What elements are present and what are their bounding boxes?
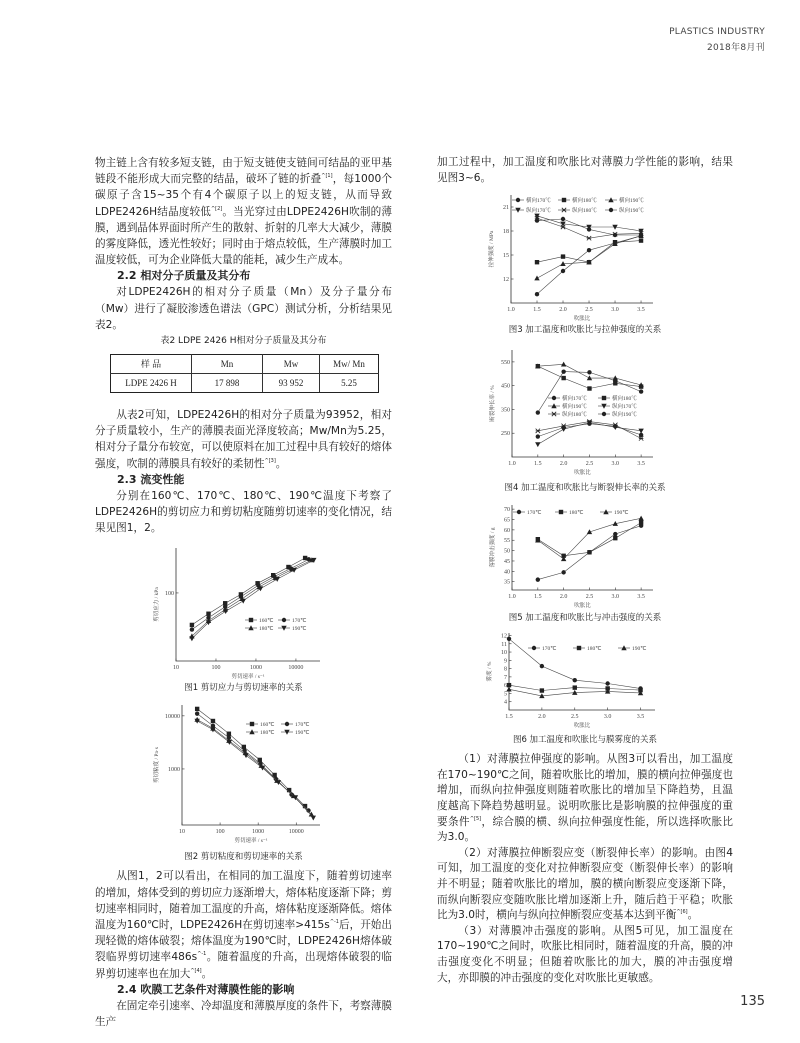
data-point [536, 411, 540, 415]
data-point [536, 429, 540, 433]
data-point [195, 712, 199, 716]
y-tick-label: 100 [165, 591, 174, 598]
left-column [95, 155, 392, 1030]
x-tick-label: 2.0 [559, 307, 567, 314]
legend-label: 190℃ [292, 626, 307, 633]
x-axis-label: 剪切速率 / s⁻¹ [234, 838, 268, 845]
text-segment: ，每1000个碳原子含15~35个有4个碳原子以上的短支链，从而导致LDPE2426H结晶度较低 [95, 173, 392, 218]
legend-label: 170℃ [292, 618, 307, 625]
legend-label: 170℃ [527, 510, 542, 517]
y-tick-label: 1000 [168, 767, 180, 774]
text-segment: （1）对薄膜拉伸强度的影响。从图3可以看出，加工温度在170~190℃之间，随着吹胀比的增加，膜的横向拉伸强度也增加，而纵向拉伸强度则随着吹胀比的增加呈下降趋势，且温度越高下降趋势越明显。说明吹胀比是影响膜的拉伸强度的重要条件 [437, 753, 733, 828]
x-tick-label: 1.5 [505, 714, 513, 721]
x-tick-label: 3.0 [611, 594, 620, 601]
legend-label: 纵向180℃ [562, 412, 587, 419]
legend-label: 160℃ [260, 722, 275, 729]
reference-superscript: ^[5] [469, 815, 482, 822]
legend-label: 纵向170℃ [612, 404, 637, 411]
legend-marker [562, 198, 566, 202]
table-header: Mn [192, 355, 263, 374]
legend-marker [562, 208, 566, 212]
legend-marker [602, 412, 606, 416]
y-axis-label: 剪切粘度 / Pa·s [154, 747, 160, 784]
x-axis-label: 吹胀比 [573, 723, 591, 730]
data-point [540, 689, 544, 693]
x-tick-label: 1.5 [534, 594, 542, 601]
text-segment: 在固定牵引速率、冷却温度和薄膜厚度的条件下，考察薄膜生产 [95, 999, 392, 1029]
y-tick-label: 250 [501, 431, 510, 438]
table-header: 样 品 [111, 355, 192, 374]
series-line [537, 236, 641, 278]
data-point [639, 521, 643, 525]
text-segment: 。 [275, 457, 287, 470]
legend-marker [552, 396, 556, 400]
figure-4-chart [480, 348, 680, 478]
legend-label: 横向190℃ [562, 404, 587, 411]
axes [509, 633, 655, 710]
figure-1-caption: 图1 剪切应力与剪切速率的关系 [184, 683, 303, 694]
legend-marker [249, 618, 253, 622]
data-point [639, 239, 643, 243]
data-point [587, 387, 591, 391]
x-tick-label: 3.5 [637, 594, 645, 601]
legend-label: 180℃ [569, 510, 584, 517]
text-segment: 从表2可知，LDPE2426H的相对分子质量为93952，相对分子质量较小，生产的薄膜表面光泽度较高；Mw/Mn为5.25，相对分子量分布较宽，可以使原料在加工过程中具有较好的熔体强度，吹制的薄膜具有较好的柔韧性 [95, 409, 392, 470]
text-segment: 加工过程中，加工温度和吹胀比对薄膜力学性能的影响，结果见图3~6。 [437, 156, 733, 184]
legend-label: 横向190℃ [619, 198, 644, 205]
x-tick-label: 3.0 [611, 461, 620, 468]
section-heading-2-4: 2.4 吹膜工艺条件对薄膜性能的影响 [117, 982, 295, 996]
data-point [587, 248, 591, 252]
x-tick-label: 3.0 [611, 307, 619, 314]
figure-5-chart [480, 500, 680, 610]
x-tick-label: 3.5 [637, 307, 645, 314]
journal-name: PLASTICS INDUSTRY [669, 27, 765, 37]
paragraph [95, 868, 392, 981]
y-tick-label: 35 [504, 579, 510, 586]
y-axis-label: 剪切应力 / kPa [154, 587, 160, 623]
data-point [540, 664, 544, 668]
data-point [534, 276, 539, 281]
x-tick-label: 1.0 [508, 461, 516, 468]
figure-6-chart [480, 628, 680, 733]
table-cell: 93 952 [263, 374, 320, 393]
x-tick-label: 100 [211, 665, 221, 672]
legend-label: 纵向190℃ [612, 412, 637, 419]
text-segment: 分别在160℃、170℃、180℃、190℃温度下考察了LDPE2426H的剪切应力和剪切粘度随剪切速率的变化情况，结果见图1，2。 [95, 489, 392, 535]
x-tick-label: 10 [179, 829, 185, 836]
y-axis-label: 断裂伸长率 / % [490, 385, 496, 422]
data-point [639, 390, 643, 394]
x-tick-label: 1.5 [534, 461, 542, 468]
legend-label: 横向180℃ [572, 198, 597, 205]
figure-2-chart [150, 700, 340, 845]
y-tick-label: 65 [504, 517, 510, 524]
data-point [561, 426, 565, 430]
data-point [535, 260, 539, 264]
x-tick-label: 3.5 [636, 714, 645, 721]
reference-superscript: ^-1 [329, 919, 339, 926]
figure-3-caption: 图3 加工温度和吹胀比与拉伸强度的关系 [508, 325, 662, 336]
paragraph [437, 155, 733, 186]
legend-label: 190℃ [295, 730, 310, 737]
table-cell: 5.25 [320, 374, 379, 393]
section-heading-2-2: 2.2 相对分子质量及其分布 [117, 269, 251, 283]
x-tick-label: 1.5 [533, 307, 541, 314]
legend-label: 横向170℃ [526, 198, 551, 205]
paragraph [437, 924, 733, 986]
data-point [227, 732, 231, 736]
figure-3 [437, 188, 733, 323]
text-segment: 。随着温度的升高，出现熔体破裂的临界剪切速率也在加大 [95, 951, 393, 980]
series-line [537, 236, 641, 294]
figure-4-caption: 图4 加工温度和吹胀比与断裂伸长率的关系 [504, 483, 666, 494]
x-tick-label: 10000 [288, 665, 304, 672]
legend-marker [250, 722, 254, 726]
legend-marker [282, 618, 286, 622]
paragraph [95, 284, 392, 333]
y-tick-label: 18 [503, 229, 509, 236]
figure-5 [437, 500, 733, 610]
x-tick-label: 1000 [249, 665, 262, 672]
data-point [189, 637, 194, 642]
data-point [587, 370, 591, 374]
x-tick-label: 2.0 [559, 594, 568, 601]
data-point [561, 269, 565, 273]
data-point [561, 255, 565, 259]
text-segment: 。 [201, 967, 213, 980]
data-point [613, 381, 617, 385]
data-point [561, 217, 565, 221]
y-tick-label: 12 [501, 633, 507, 640]
data-point [190, 623, 194, 627]
data-point [190, 628, 194, 632]
paragraph [437, 752, 733, 846]
text-segment: 。当光穿过由LDPE2426H吹制的薄膜，遇到晶体界面时所产生的散射、折射的几率大大减少，薄膜的雾度降低，透光性较好；同时由于熔点较低，生产薄膜时加工温度较低，可为企业降低大量的能耗，减少生产成本。 [95, 205, 392, 267]
data-point [573, 678, 577, 682]
paragraph [95, 407, 392, 472]
data-point [206, 612, 210, 616]
figure-1-chart [150, 540, 340, 680]
data-point [243, 754, 248, 759]
x-tick-label: 2.5 [585, 307, 593, 314]
text-segment: （3）对薄膜冲击强度的影响。从图5可见，加工温度在170~190℃之间时，吹胀比相同时，随着温度的升高，膜的冲击强度变化不明显；但随着吹胀比的加大，膜的冲击强度增大，亦即膜的冲击强度的变化对吹胀比更敏感。 [437, 924, 733, 984]
legend-label: 190℃ [614, 510, 629, 517]
data-point [587, 227, 591, 231]
text-segment: 对LDPE2426H的相对分子质量（Mn）及分子量分布（Mw）进行了凝胶渗透色谱法（GPC）测试分析，分析结果见表2。 [95, 286, 392, 331]
legend-label: 180℃ [260, 730, 275, 737]
data-point [241, 599, 246, 604]
x-tick-label: 10000 [288, 829, 304, 836]
section-heading-2-3: 2.3 流变性能 [117, 472, 185, 486]
x-axis-label: 吹胀比 [574, 603, 591, 610]
y-tick-label: 40 [504, 569, 510, 576]
legend-label: 190℃ [632, 646, 647, 653]
x-tick-label: 2.0 [538, 714, 546, 721]
table-cell: 17 898 [192, 374, 263, 393]
data-point [535, 442, 540, 447]
data-point [613, 424, 617, 428]
data-point [573, 686, 577, 690]
data-point [536, 435, 540, 439]
x-tick-label: 3.0 [603, 714, 612, 721]
data-point [613, 532, 617, 536]
table-header-row [111, 355, 379, 374]
y-tick-label: 15 [503, 253, 509, 260]
x-tick-label: 3.5 [637, 461, 645, 468]
text-segment: 。 [687, 909, 699, 922]
figure-5-caption: 图5 加工温度和吹胀比与冲击强度的关系 [508, 613, 662, 624]
y-tick-label: 11 [501, 641, 507, 648]
x-tick-label: 1.0 [507, 307, 515, 314]
series-line [538, 364, 641, 385]
legend-label: 纵向190℃ [619, 208, 644, 215]
page-number: 135 [740, 994, 765, 1009]
figure-1 [95, 540, 392, 680]
y-tick-label: 550 [501, 360, 510, 367]
legend-marker [516, 198, 520, 202]
legend-marker [285, 722, 289, 726]
figure-6-caption: 图6 加工温度和吹胀比与膜雾度的关系 [512, 735, 658, 746]
legend-label: 170℃ [295, 722, 310, 729]
legend-marker [532, 646, 536, 650]
x-axis-label: 吹胀比 [573, 316, 591, 323]
y-tick-label: 7 [504, 675, 507, 682]
text-segment: 物主链上含有较多短支链，由于短支链使支链间可结晶的亚甲基链段不能形成大而完整的结晶，破坏了链的折叠 [95, 157, 392, 186]
figure-2 [95, 700, 392, 845]
y-tick-label: 45 [504, 559, 510, 566]
legend-marker [552, 412, 556, 416]
reference-superscript: ^[2] [210, 205, 223, 212]
data-point [587, 550, 591, 554]
y-tick-label: 8 [504, 666, 507, 673]
y-tick-label: 21 [503, 205, 509, 212]
text-segment: （2）对薄膜拉伸断裂应变（断裂伸长率）的影响。由图4可知，加工温度的变化对拉伸断裂应变（断裂伸长率）的影响并不明显；随着吹胀比的增加，膜的横向断裂应变逐渐下降，而纵向断裂应变随吹胀比增加逐渐上升，随后趋于平稳；吹胀比为3.0时，横向与纵向拉伸断裂应变基本达到平衡 [437, 846, 733, 922]
y-tick-label: 4 [504, 699, 507, 706]
figure-2-caption: 图2 剪切粘度和剪切速率的关系 [184, 852, 303, 863]
text-segment: 后，开始出现轻微的熔体破裂；熔体温度为190℃时，LDPE2426H熔体破裂临界剪切速率486s [95, 919, 392, 964]
y-tick-label: 70 [504, 507, 510, 514]
x-tick-label: 2.5 [585, 461, 594, 468]
data-point [613, 233, 617, 237]
legend-label: 170℃ [542, 646, 557, 653]
data-point [507, 637, 511, 641]
legend-label: 纵向180℃ [572, 208, 597, 215]
y-tick-label: 450 [501, 383, 510, 390]
legend-label: 纵向170℃ [526, 208, 551, 215]
paragraph [95, 155, 392, 268]
y-tick-label: 6 [504, 683, 507, 690]
text-segment: ，综合膜的横、纵向拉伸强度性能，所以选择吹胀比为3.0。 [437, 815, 734, 844]
legend-label: 横向180℃ [612, 396, 637, 403]
reference-superscript: ^[4] [190, 967, 202, 974]
data-point [195, 707, 199, 711]
y-tick-label: 10000 [165, 714, 180, 721]
data-point [535, 292, 539, 296]
data-point [211, 719, 215, 723]
x-tick-label: 10 [173, 665, 179, 672]
reference-superscript: ^-1 [197, 951, 207, 958]
x-tick-label: 1000 [252, 829, 265, 836]
legend-label: 横向170℃ [562, 396, 587, 403]
y-tick-label: 60 [504, 528, 510, 535]
y-axis-label: 拉伸强度 / MPa [489, 230, 495, 268]
data-point [587, 236, 591, 240]
figure-4 [437, 348, 733, 478]
reference-superscript: ^[3] [264, 457, 276, 464]
y-tick-label: 50 [504, 548, 510, 555]
figure-6 [437, 628, 733, 733]
table-cell: LDPE 2426 H [111, 374, 192, 393]
legend-marker [517, 510, 521, 514]
y-tick-label: 10 [501, 650, 507, 657]
paragraph [437, 846, 733, 924]
figure-3-chart [480, 188, 680, 323]
y-tick-label: 55 [504, 538, 510, 545]
data-point [536, 578, 540, 582]
legend-marker [609, 208, 613, 212]
data-point [561, 376, 565, 380]
data-point [638, 516, 643, 521]
data-point [535, 219, 539, 223]
paragraph [95, 488, 392, 537]
x-tick-label: 2.5 [571, 714, 579, 721]
molecular-weight-table [110, 354, 379, 393]
data-point [639, 233, 643, 237]
table-caption: 表2 LDPE 2426 H相对分子质量及其分布 [160, 336, 327, 347]
data-point [561, 570, 565, 574]
x-tick-label: 100 [215, 829, 225, 836]
y-tick-label: 9 [504, 658, 507, 665]
data-point [587, 422, 591, 426]
legend-label: 160℃ [259, 618, 274, 625]
issue-date: 2018年8月刊 [706, 43, 765, 53]
data-point [561, 370, 565, 374]
y-axis-label: 落膜冲击强度 / g [490, 527, 496, 568]
data-point [613, 536, 617, 540]
legend-label: 180℃ [259, 626, 274, 633]
x-axis-label: 吹胀比 [574, 470, 591, 477]
x-axis-label: 剪切速率 / s⁻¹ [231, 674, 265, 681]
data-point [258, 758, 262, 762]
x-tick-label: 2.5 [585, 594, 594, 601]
x-tick-label: 2.0 [559, 461, 568, 468]
legend-label: 180℃ [587, 646, 602, 653]
table-header: Mw/ Mn [320, 355, 379, 374]
table-row [111, 374, 379, 393]
y-tick-label: 5 [504, 691, 507, 698]
data-point [561, 362, 566, 367]
data-point [605, 681, 609, 685]
legend-marker [577, 646, 581, 650]
text-segment: 从图1，2可以看出，在相同的加工温度下，随着剪切速率的增加，熔体受到的剪切应力逐渐增大，熔体粘度逐渐下降；剪切速率相同时，随着加工温度的升高，熔体粘度逐渐降低。熔体温度为160℃时，LDPE2426H在剪切速率>415s [95, 870, 392, 932]
right-column [437, 155, 733, 986]
paragraph [95, 998, 392, 1030]
legend-marker [602, 396, 606, 400]
reference-superscript: ^[6] [676, 909, 688, 916]
data-point [639, 433, 643, 437]
y-tick-label: 12 [503, 277, 509, 284]
y-axis-label: 雾度 / % [487, 661, 493, 682]
reference-superscript: ^[1] [321, 173, 333, 180]
table-header: Mw [263, 355, 320, 374]
axes [512, 505, 653, 590]
legend-marker [559, 510, 563, 514]
data-point [311, 816, 316, 821]
y-tick-label: 350 [501, 407, 510, 414]
data-point [242, 745, 246, 749]
x-tick-label: 1.0 [508, 594, 516, 601]
